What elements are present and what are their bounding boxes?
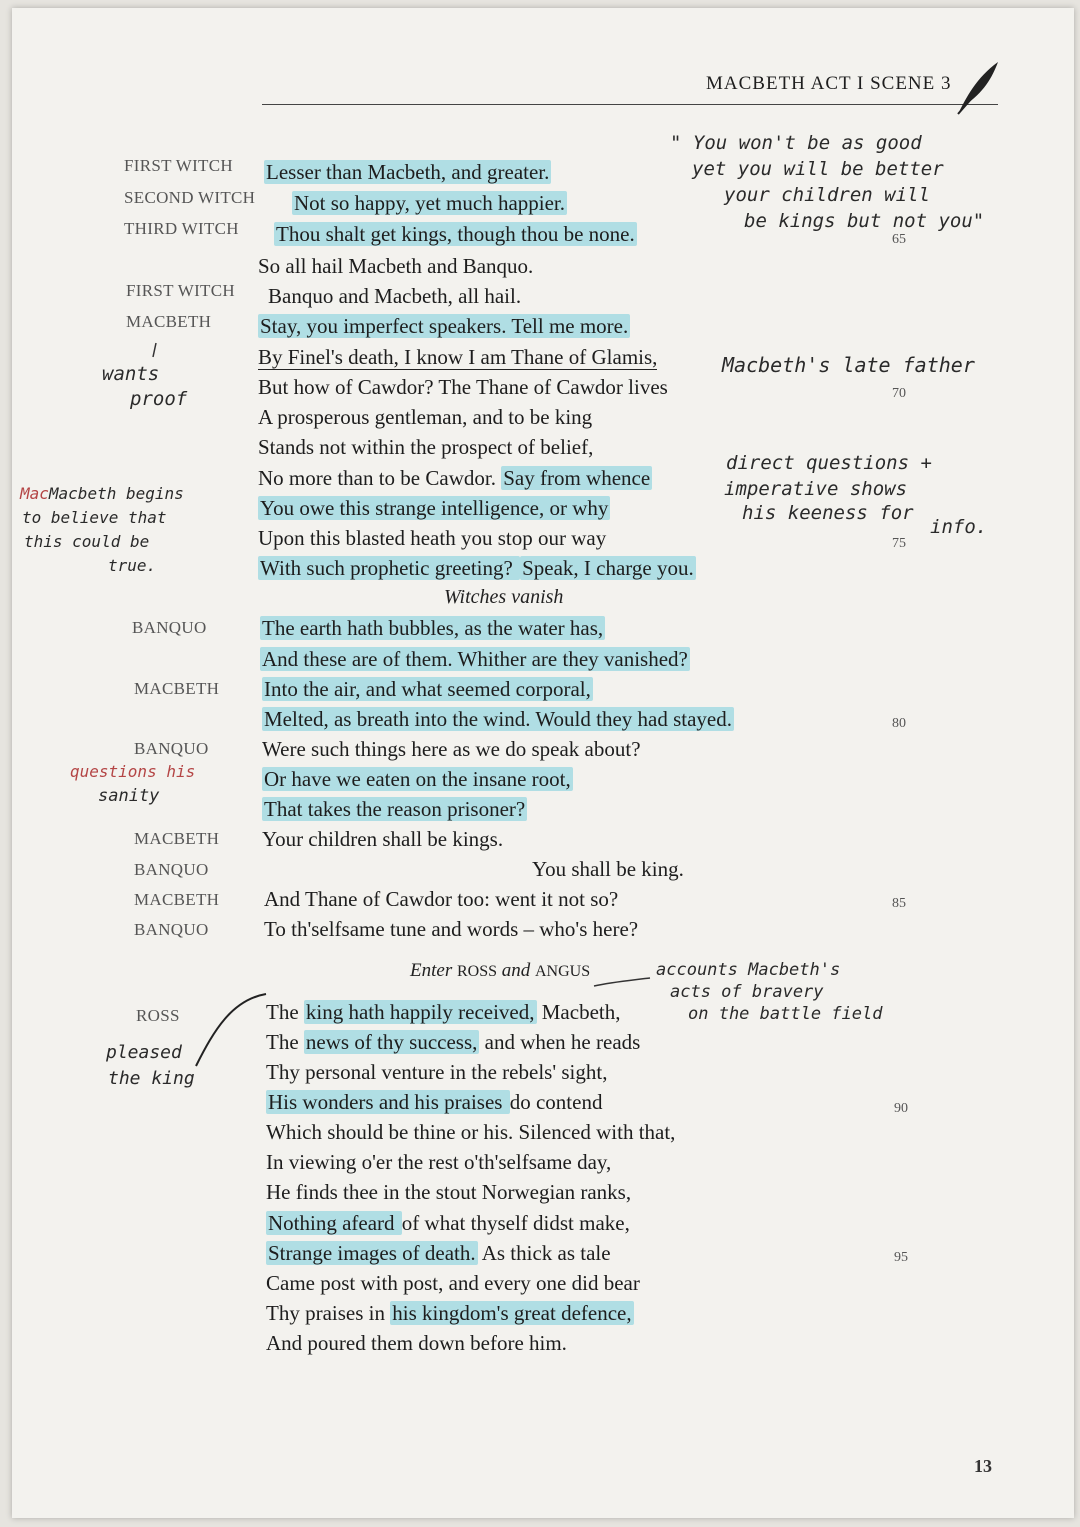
line-number: 75 — [892, 536, 906, 551]
line-number: 95 — [894, 1250, 908, 1265]
speaker-macbeth-4: MACBETH — [134, 890, 220, 909]
note-accounts-1: accounts Macbeth's — [656, 960, 841, 980]
note-connector — [150, 343, 160, 359]
verse-line: But how of Cawdor? The Thane of Cawdor lives — [258, 375, 668, 399]
note-begins-1: MacMacbeth begins — [20, 484, 184, 503]
speaker-third-witch: THIRD WITCH — [124, 219, 239, 238]
verse-line: Thou shalt get kings, though thou be none. — [276, 222, 635, 246]
verse-line: Strange images of death. As thick as tale — [268, 1241, 611, 1265]
verse-line: Your children shall be kings. — [262, 827, 504, 851]
verse-line: Or have we eaten on the insane root, — [264, 767, 571, 791]
verse-line: You shall be king. — [532, 857, 684, 881]
stage-direction-enter: Enter ROSS and ANGUS — [410, 960, 591, 981]
verse-line: The earth hath bubbles, as the water has, — [262, 616, 604, 640]
verse-line: And these are of them. Whither are they vanished? — [262, 647, 688, 671]
speaker-first-witch-2: FIRST WITCH — [126, 281, 235, 300]
speaker-macbeth-1: MACBETH — [126, 312, 212, 331]
note-quote-line-1: " You won't be as good — [670, 132, 922, 154]
verse-line: That takes the reason prisoner? — [264, 797, 526, 821]
verse-line: Not so happy, yet much happier. — [294, 191, 566, 215]
running-header: MACBETH ACT I SCENE 3 — [706, 73, 952, 94]
book-page — [12, 8, 1074, 1518]
verse-line: The king hath happily received, Macbeth, — [266, 1000, 621, 1024]
verse-line: Stands not within the prospect of belief, — [258, 435, 594, 459]
speaker-macbeth-2: MACBETH — [134, 679, 220, 698]
verse-line: He finds thee in the stout Norwegian ranks, — [266, 1180, 632, 1204]
verse-line: The news of thy success, and when he reads — [266, 1030, 641, 1054]
verse-line: Lesser than Macbeth, and greater. — [266, 160, 550, 184]
line-number: 65 — [892, 232, 906, 247]
speaker-banquo-3: BANQUO — [134, 860, 209, 879]
verse-line: Thy praises in his kingdom's great defence, — [266, 1301, 632, 1325]
line-number: 85 — [892, 896, 906, 911]
note-quote-line-3: your children will — [724, 184, 930, 206]
note-connector — [592, 976, 652, 990]
note-pleased-1: pleased — [106, 1042, 182, 1063]
speaker-macbeth-3: MACBETH — [134, 829, 220, 848]
line-number: 90 — [894, 1101, 908, 1116]
note-pleased-2: the king — [108, 1068, 195, 1089]
verse-line: Upon this blasted heath you stop our way — [258, 526, 607, 550]
speaker-second-witch: SECOND WITCH — [124, 188, 256, 207]
note-begins-4: true. — [108, 556, 157, 575]
speaker-banquo-2: BANQUO — [134, 739, 209, 758]
note-begins-2: to believe that — [22, 508, 167, 527]
verse-line: Into the air, and what seemed corporal, — [264, 677, 591, 701]
verse-line: In viewing o'er the rest o'th'selfsame day, — [266, 1150, 612, 1174]
note-direct-2: imperative shows — [724, 478, 908, 500]
line-number: 80 — [892, 716, 906, 731]
verse-line: To th'selfsame tune and words – who's here? — [264, 917, 639, 941]
verse-line: Which should be thine or his. Silenced with that, — [266, 1120, 676, 1144]
note-direct-3: his keeness for — [742, 502, 914, 524]
verse-line: Were such things here as we do speak about? — [262, 737, 641, 761]
speaker-banquo-4: BANQUO — [134, 920, 209, 939]
verse-line: Banquo and Macbeth, all hail. — [268, 284, 522, 308]
note-quote-line-2: yet you will be better — [692, 158, 944, 180]
speaker-banquo-1: BANQUO — [132, 618, 207, 637]
speaker-first-witch: FIRST WITCH — [124, 156, 233, 175]
quill-icon — [952, 58, 1002, 118]
note-wants: wants — [102, 363, 160, 385]
verse-line: A prosperous gentleman, and to be king — [258, 405, 593, 429]
note-accounts-3: on the battle field — [688, 1004, 883, 1024]
header-rule — [262, 104, 998, 105]
note-accounts-2: acts of bravery — [670, 982, 824, 1002]
note-sanity-2: sanity — [98, 786, 160, 806]
verse-line: By Finel's death, I know I am Thane of Glamis, — [258, 345, 658, 369]
verse-line: His wonders and his praises do contend — [268, 1090, 603, 1114]
verse-line: So all hail Macbeth and Banquo. — [258, 254, 534, 278]
verse-line: Thy personal venture in the rebels' sight, — [266, 1060, 608, 1084]
note-direct-1: direct questions + — [726, 452, 932, 474]
verse-line: And Thane of Cawdor too: went it not so? — [264, 887, 619, 911]
verse-line: And poured them down before him. — [266, 1331, 567, 1355]
page-number: 13 — [974, 1456, 992, 1476]
stage-direction-vanish: Witches vanish — [444, 586, 564, 608]
note-proof: proof — [130, 388, 188, 410]
verse-line: Melted, as breath into the wind. Would they had stayed. — [264, 707, 732, 731]
note-connector — [192, 990, 272, 1070]
speaker-ross: ROSS — [136, 1006, 180, 1025]
note-quote-line-4: be kings but not you" — [744, 210, 985, 232]
note-late-father: Macbeth's late father — [722, 353, 975, 377]
verse-line: With such prophetic greeting? Speak, I charge you. — [260, 556, 694, 580]
verse-line: You owe this strange intelligence, or why — [260, 496, 609, 520]
verse-line: Nothing afeard of what thyself didst make, — [268, 1211, 630, 1235]
note-direct-4: info. — [930, 516, 988, 538]
verse-line: Came post with post, and every one did bear — [266, 1271, 640, 1295]
verse-line: Stay, you imperfect speakers. Tell me more. — [260, 314, 629, 338]
note-sanity-1: questions his — [70, 762, 196, 781]
note-begins-3: this could be — [24, 532, 150, 551]
verse-line: No more than to be Cawdor. Say from whence — [258, 466, 651, 490]
line-number: 70 — [892, 386, 906, 401]
